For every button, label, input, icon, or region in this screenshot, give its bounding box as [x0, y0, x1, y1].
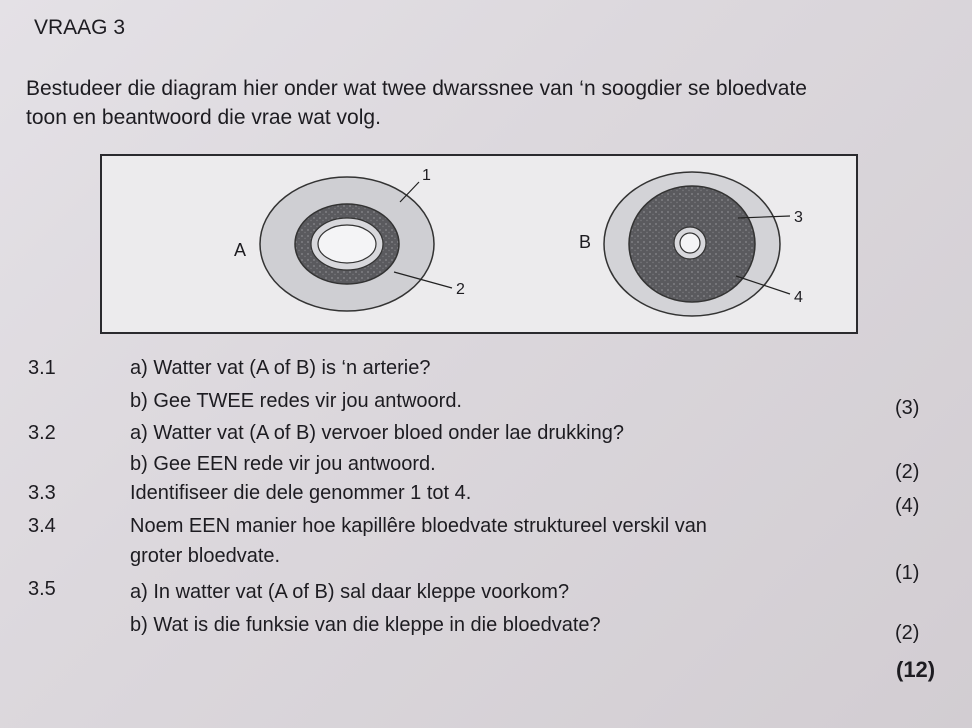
question-text: Identifiseer die dele genommer 1 tot 4. [130, 482, 472, 504]
total-marks: (12) [896, 657, 936, 682]
callout-label-2: 2 [456, 281, 465, 298]
intro-line-1: Bestudeer die diagram hier onder wat twee dwarssnee van ‘n soogdier se bloedvate [26, 77, 807, 100]
question-text: a) Watter vat (A of B) vervoer bloed onder lae drukking? [130, 422, 624, 444]
label-a: A [234, 240, 247, 260]
intro-line-2: toon en beantwoord die vrae wat volg. [26, 106, 381, 129]
question-number: 3.5 [28, 578, 56, 600]
callout-label-1: 1 [422, 167, 431, 184]
question-text: a) Watter vat (A of B) is ‘n arterie? [130, 357, 431, 379]
callout-label-3: 3 [794, 209, 803, 226]
question-text: groter bloedvate. [130, 545, 281, 567]
question-text: Noem EEN manier hoe kapillêre bloedvate struktureel verskil van [130, 515, 707, 537]
mark-allocation: (1) [895, 562, 920, 584]
question-text: b) Gee EEN rede vir jou antwoord. [130, 453, 436, 475]
vessel-b [604, 172, 780, 316]
question-number: 3.4 [28, 515, 56, 537]
question-number: 3.3 [28, 482, 56, 504]
label-b: B [579, 232, 592, 252]
mark-allocation: (4) [895, 495, 920, 517]
mark-allocation: (2) [895, 461, 920, 483]
blood-vessel-diagram [100, 154, 858, 334]
question-number: 3.1 [28, 357, 56, 379]
question-text: b) Wat is die funksie van die kleppe in die bloedvate? [130, 614, 601, 636]
callout-label-4: 4 [794, 289, 803, 306]
question-heading: VRAAG 3 [34, 16, 126, 39]
question-text: a) In watter vat (A of B) sal daar kleppe voorkom? [130, 581, 570, 603]
vessel-a [260, 177, 434, 311]
diagram-svg [102, 156, 860, 336]
vessel-b-lumen [680, 233, 700, 253]
mark-allocation: (2) [895, 622, 920, 644]
question-number: 3.2 [28, 422, 56, 444]
question-text: b) Gee TWEE redes vir jou antwoord. [130, 390, 462, 412]
vessel-a-lumen [318, 225, 376, 263]
mark-allocation: (3) [895, 397, 920, 419]
